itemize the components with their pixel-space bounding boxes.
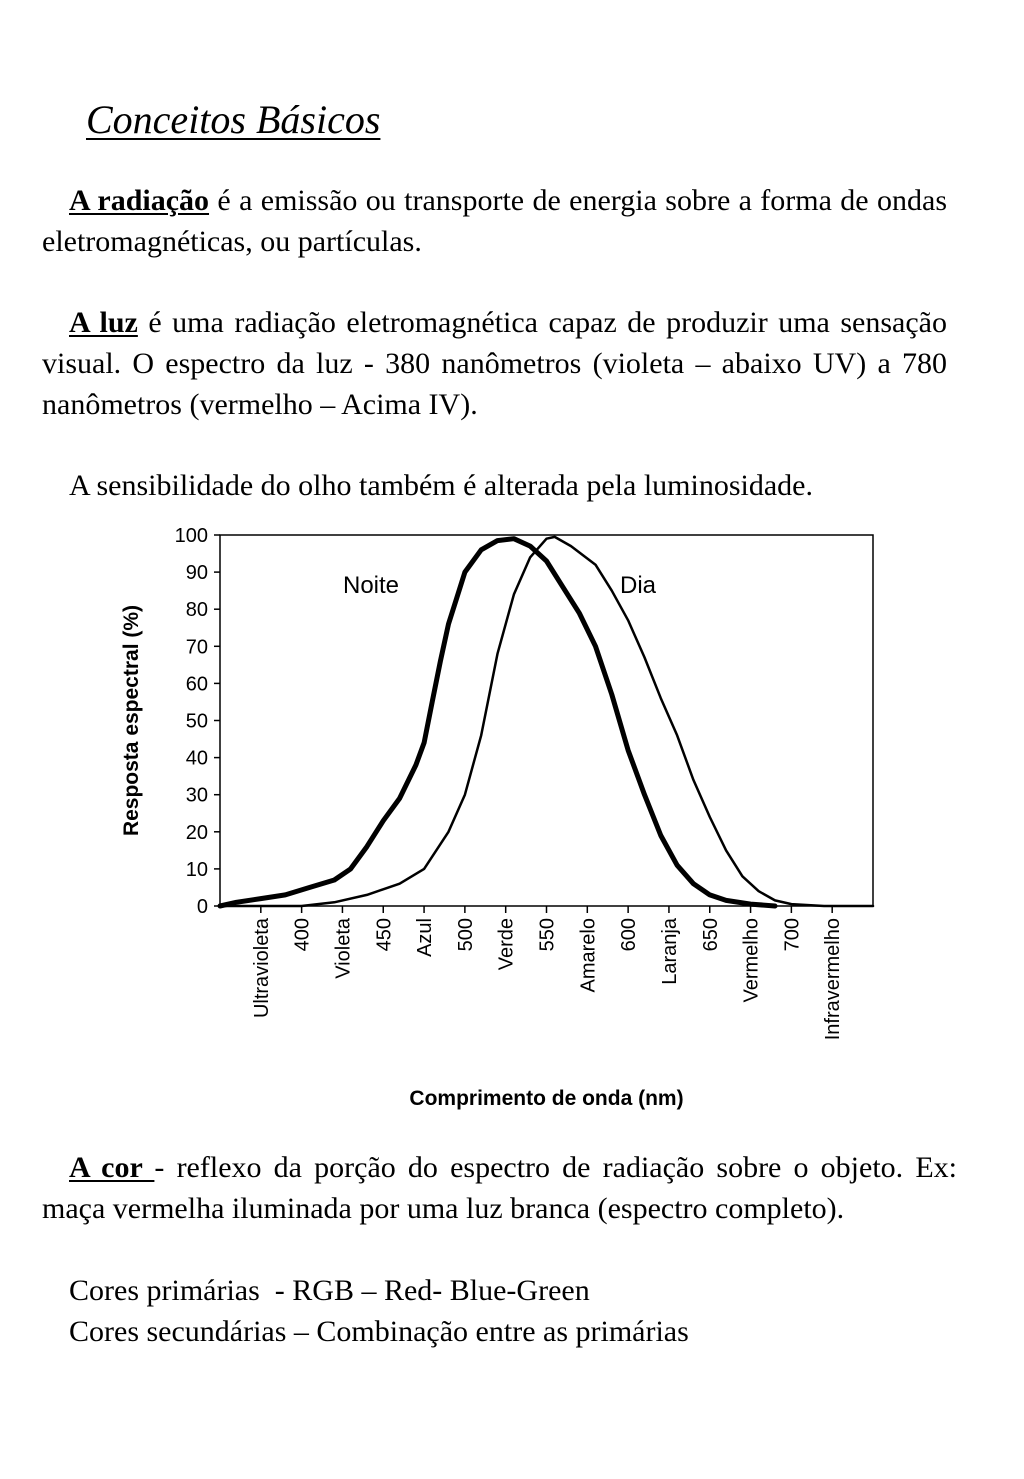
x-tick-label: Vermelho bbox=[740, 918, 763, 1003]
y-tick-label: 10 bbox=[185, 858, 208, 881]
series-line-noite bbox=[220, 539, 775, 906]
radiacao-definition: é a emissão ou transporte de energia sobre a forma de ondas eletromagnéticas, ou partículas. bbox=[42, 184, 947, 258]
x-tick-label: 650 bbox=[699, 918, 722, 952]
spectral-response-chart bbox=[100, 515, 900, 1115]
y-tick-label: 20 bbox=[185, 821, 208, 844]
luz-definition: é uma radiação eletromagnética capaz de produzir uma sensação visual. O espectro da luz - 380 nanômetros (violeta – abaixo UV) a 780 nanômetros (vermelho – Acima IV). bbox=[42, 306, 947, 421]
y-tick-label: 60 bbox=[185, 673, 208, 696]
page-title: Conceitos Básicos bbox=[86, 97, 381, 142]
term-luz: A luz bbox=[69, 306, 138, 339]
y-tick-label: 50 bbox=[185, 710, 208, 733]
x-tick-label: 600 bbox=[618, 918, 641, 952]
annotation-noite: Noite bbox=[343, 572, 400, 599]
y-tick-label: 0 bbox=[196, 896, 208, 918]
paragraph-sensibilidade: A sensibilidade do olho também é alterada pela luminosidade. bbox=[69, 469, 813, 502]
x-tick-label: Verde bbox=[495, 918, 518, 971]
y-axis-label: Resposta espectral (%) bbox=[120, 604, 143, 837]
cores-primarias-line: Cores primárias - RGB – Red- Blue-Green bbox=[69, 1274, 590, 1307]
cor-definition: - reflexo da porção do espectro de radiação sobre o objeto. Ex: maça vermelha iluminada por uma luz branca (espectro completo). bbox=[42, 1151, 957, 1225]
x-tick-label: Laranja bbox=[658, 918, 681, 985]
paragraph-radiacao bbox=[42, 180, 947, 262]
x-tick-label: 700 bbox=[781, 918, 804, 952]
x-tick-label: 500 bbox=[454, 918, 477, 952]
series-line-dia bbox=[220, 537, 873, 906]
x-tick-label: 400 bbox=[291, 918, 314, 952]
x-tick-label: Infravermelho bbox=[822, 918, 845, 1041]
y-tick-label: 40 bbox=[185, 747, 208, 770]
paragraph-luz bbox=[42, 302, 947, 425]
term-radiacao: A radiação bbox=[69, 184, 210, 217]
y-tick-label: 70 bbox=[185, 636, 208, 659]
x-tick-label: Azul bbox=[414, 918, 437, 957]
x-tick-label: 550 bbox=[536, 918, 559, 952]
x-tick-label: Amarelo bbox=[577, 918, 600, 993]
term-cor: A cor bbox=[69, 1151, 155, 1184]
x-tick-label: Violeta bbox=[332, 918, 355, 979]
x-tick-label: 450 bbox=[373, 918, 396, 952]
plot-frame bbox=[220, 535, 873, 906]
y-tick-label: 90 bbox=[185, 562, 208, 585]
y-tick-label: 100 bbox=[174, 525, 208, 547]
x-tick-label: Ultravioleta bbox=[250, 918, 273, 1019]
y-tick-label: 80 bbox=[185, 599, 208, 622]
paragraph-cor bbox=[42, 1147, 957, 1229]
x-axis-label: Comprimento de onda (nm) bbox=[409, 1087, 684, 1110]
annotation-dia: Dia bbox=[620, 572, 657, 599]
cores-secundarias-line: Cores secundárias – Combinação entre as primárias bbox=[69, 1315, 689, 1348]
y-tick-label: 30 bbox=[185, 784, 208, 807]
